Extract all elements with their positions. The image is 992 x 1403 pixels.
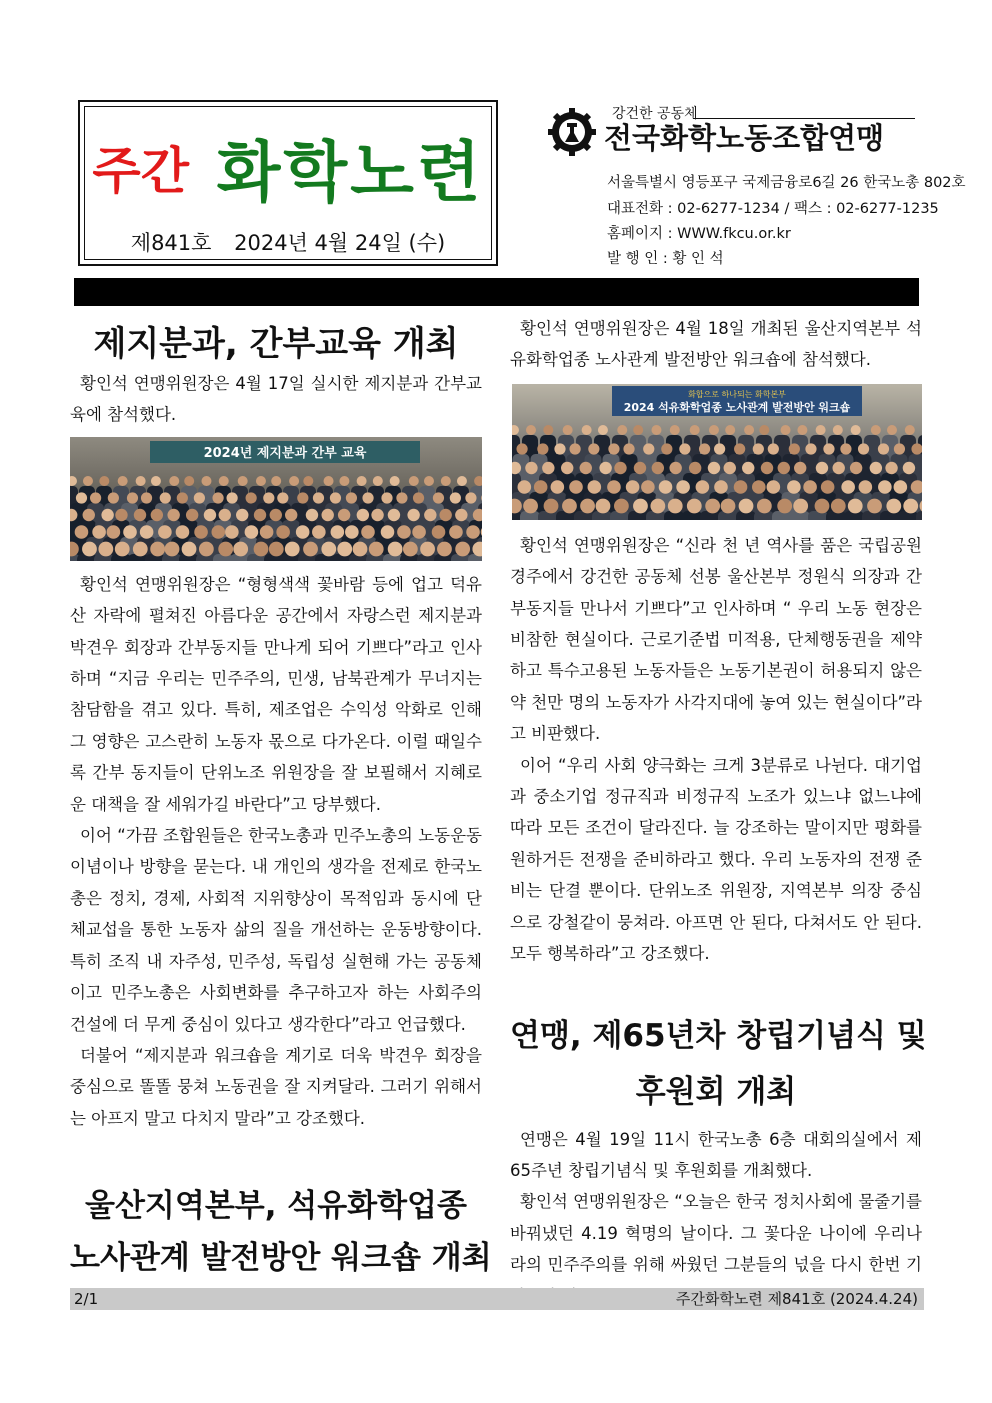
crowd-head xyxy=(633,498,648,513)
crowd-head xyxy=(437,541,452,556)
crowd-head xyxy=(885,462,897,474)
title-weekly: 주간 xyxy=(92,141,189,200)
crowd-head xyxy=(90,492,101,503)
crowd-figures xyxy=(512,425,922,520)
crowd-head xyxy=(714,480,728,494)
crowd-head xyxy=(518,480,532,494)
crowd-head xyxy=(554,443,565,454)
crowd-head xyxy=(219,509,231,521)
crowd-head xyxy=(894,480,908,494)
crowd-head xyxy=(194,525,208,539)
crowd-head xyxy=(186,509,198,521)
crowd-head xyxy=(127,492,138,503)
crowd-head xyxy=(270,509,282,521)
crowd-head xyxy=(75,525,89,539)
crowd-head xyxy=(455,541,470,556)
crowd-head xyxy=(614,498,629,513)
crowd-head xyxy=(851,425,861,435)
crowd-head xyxy=(133,541,148,556)
crowd-head xyxy=(324,476,334,486)
article1-lead: 황인석 연맹위원장은 4월 17일 실시한 제지분과 간부교육에 참석했다. xyxy=(70,374,482,425)
article2-banner-text: 2024 석유화학업종 노사관계 발전방안 워크숍 xyxy=(623,400,851,414)
crowd-head xyxy=(759,425,769,435)
crowd-head xyxy=(767,480,781,494)
crowd-head xyxy=(607,480,621,494)
crowd-head xyxy=(204,509,216,521)
crowd-head xyxy=(361,525,375,539)
crowd-head xyxy=(420,541,435,556)
crowd-head xyxy=(345,525,359,539)
right-column xyxy=(510,313,927,1312)
crowd-head xyxy=(542,462,554,474)
crowd-head xyxy=(661,443,672,454)
crowd-head xyxy=(371,509,383,521)
crowd-head xyxy=(858,443,869,454)
crowd-head xyxy=(176,525,190,539)
union-address: 서울특별시 영등포구 국제금융로6길 26 한국노총 802호 xyxy=(607,175,966,191)
newspaper-title xyxy=(85,119,491,214)
crowd-head xyxy=(115,509,127,521)
crowd-head xyxy=(254,509,266,521)
crowd-head xyxy=(816,462,828,474)
crowd-head xyxy=(407,509,419,521)
crowd-head xyxy=(659,480,673,494)
crowd-head xyxy=(465,492,476,503)
crowd-head xyxy=(569,443,580,454)
crowd-head xyxy=(670,425,680,435)
crowd-head xyxy=(413,492,424,503)
crowd-head xyxy=(734,480,748,494)
crowd-head xyxy=(623,443,634,454)
issue-date: 2024년 4월 24일 (수) xyxy=(234,231,446,255)
crowd-head xyxy=(432,525,446,539)
crowd-head xyxy=(761,462,773,474)
article3-headline-line-1: 연맹, 제65년차 창립기념식 및 xyxy=(510,1017,927,1054)
crowd-head xyxy=(260,525,274,539)
union-name: 전국화학노동조합연맹 xyxy=(604,121,885,155)
article1-headline: 제지분과, 간부교육 개최 xyxy=(93,324,459,364)
union-logo-icon xyxy=(548,108,596,156)
crowd-head xyxy=(424,509,436,521)
crowd-head xyxy=(457,476,467,486)
crowd-head xyxy=(219,476,229,486)
crowd-head xyxy=(757,498,772,513)
crowd-head xyxy=(823,443,834,454)
crowd-head xyxy=(276,525,290,539)
crowd-head xyxy=(781,425,791,435)
crowd-head xyxy=(233,541,248,556)
crowd-head xyxy=(269,541,284,556)
crowd-head xyxy=(151,509,163,521)
crowd-head xyxy=(563,425,573,435)
crowd-head xyxy=(331,525,345,539)
crowd-head xyxy=(403,541,418,556)
crowd-head xyxy=(362,492,373,503)
crowd-head xyxy=(256,476,266,486)
crowd-head xyxy=(739,498,754,513)
crowd-head xyxy=(794,462,806,474)
issue-line xyxy=(85,227,491,257)
crowd-head xyxy=(633,425,643,435)
crowd-head xyxy=(841,480,855,494)
crowd-head xyxy=(734,443,745,454)
article2-banner-small: 화합으로 하나되는 화학본부 xyxy=(688,389,786,399)
crowd-head xyxy=(390,476,400,486)
crowd-head xyxy=(182,541,197,556)
crowd-head xyxy=(165,541,180,556)
crowd-head xyxy=(433,492,444,503)
crowd-head xyxy=(151,476,161,486)
crowd-head xyxy=(167,509,179,521)
crowd-head xyxy=(76,492,87,503)
crowd-head xyxy=(669,462,681,474)
crowd-head xyxy=(160,492,171,503)
crowd-head xyxy=(850,462,862,474)
crowd-head xyxy=(357,509,369,521)
crowd-head xyxy=(424,476,434,486)
union-homepage: 홈페이지 : WWW.fkcu.or.kr xyxy=(607,226,791,242)
header-band xyxy=(74,278,919,306)
crowd-head xyxy=(396,492,407,503)
crowd-head xyxy=(369,541,384,556)
article1-paragraph-2: 이어 “가끔 조합원들은 한국노총과 민주노총의 노동운동 이념이나 방향을 묻는다. 내 개인의 생각을 전제로 한국노총은 정치, 경제, 사회적 지위향상이 목적임과 동시에 단체교섭을 통한 노동자 삶의 질을 개선하는 운동방향이다. 특히 조직 내 자주성, 민주성, 독립성 실현해 가는 공동체이고 민주노총은 사회변화를 추구하고자 하는 사회주의 건설에 더 무게 중심이 있다고 생각한다”라고 언급했다. xyxy=(70,826,482,1034)
crowd-head xyxy=(516,443,527,454)
crowd-head xyxy=(184,476,194,486)
crowd-head xyxy=(297,492,308,503)
crowd-head xyxy=(544,498,559,513)
crowd-head xyxy=(373,476,383,486)
crowd-head xyxy=(337,541,352,556)
crowd-head xyxy=(225,525,239,539)
crowd-head xyxy=(134,509,146,521)
crowd-head xyxy=(652,462,664,474)
article2-headline-line-2: 노사관계 발전방안 워크숍 개최 xyxy=(70,1240,492,1276)
crowd-head xyxy=(582,425,592,435)
crowd-head xyxy=(803,480,817,494)
crowd-head xyxy=(449,525,463,539)
crowd-head xyxy=(596,498,611,513)
crowd-head xyxy=(388,541,403,556)
crowd-head xyxy=(409,476,419,486)
page-footer xyxy=(70,1288,924,1310)
crowd-head xyxy=(561,462,573,474)
crowd-head xyxy=(534,480,548,494)
crowd-head xyxy=(643,443,654,454)
crowd-head xyxy=(859,480,873,494)
crowd-head xyxy=(805,443,816,454)
crowd-head xyxy=(236,509,248,521)
crowd-head xyxy=(687,498,702,513)
crowd-head xyxy=(833,462,845,474)
crowd-head xyxy=(101,509,113,521)
crowd-head xyxy=(617,425,627,435)
crowd-head xyxy=(108,492,119,503)
article2-headline-line-1: 울산지역본부, 석유화학업종 xyxy=(85,1188,467,1224)
crowd-head xyxy=(466,525,480,539)
crowd-head xyxy=(721,498,736,513)
crowd-head xyxy=(714,443,725,454)
crowd-head xyxy=(797,425,807,435)
crowd-head xyxy=(277,492,288,503)
crowd-head xyxy=(903,462,915,474)
crowd-head xyxy=(614,462,626,474)
crowd-head xyxy=(831,498,846,513)
crowd-head xyxy=(905,425,915,435)
crowd-head xyxy=(878,480,892,494)
crowd-head xyxy=(441,476,451,486)
title-name: 화학노련 xyxy=(216,134,484,211)
crowd-head xyxy=(840,443,851,454)
crowd-head xyxy=(709,425,719,435)
crowd-head xyxy=(99,476,109,486)
crowd-head xyxy=(588,443,599,454)
union-slogan: 강건한 공동체 xyxy=(612,106,698,122)
crowd-head xyxy=(793,498,808,513)
crowd-head xyxy=(580,462,592,474)
crowd-head xyxy=(537,443,548,454)
crowd-head xyxy=(285,541,300,556)
crowd-head xyxy=(651,425,661,435)
article2-headline xyxy=(70,1180,492,1284)
crowd-head xyxy=(752,480,766,494)
crowd-head xyxy=(136,476,146,486)
crowd-head xyxy=(98,541,113,556)
crowd-head xyxy=(306,509,318,521)
crowd-head xyxy=(339,476,349,486)
crowd-head xyxy=(303,541,318,556)
crowd-head xyxy=(199,541,214,556)
crowd-head xyxy=(848,498,863,513)
crowd-head xyxy=(676,480,690,494)
crowd-head xyxy=(381,525,395,539)
crowd-head xyxy=(285,509,297,521)
crowd-head xyxy=(768,443,779,454)
crowd-head xyxy=(123,525,137,539)
crowd-head xyxy=(238,476,248,486)
crowd-head xyxy=(455,509,467,521)
crowd-head xyxy=(887,425,897,435)
crowd-head xyxy=(211,525,225,539)
crowd-head xyxy=(871,425,881,435)
crowd-head xyxy=(641,480,655,494)
crowd-head xyxy=(312,525,326,539)
crowd-head xyxy=(543,425,553,435)
article1-banner-text: 2024년 제지분과 간부 교육 xyxy=(203,445,367,461)
crowd-head xyxy=(833,425,843,435)
crowd-head xyxy=(338,509,350,521)
crowd-head xyxy=(271,476,281,486)
crowd-head xyxy=(777,498,792,513)
crowd-head xyxy=(689,462,701,474)
article1-paragraph-3: 더불어 “제지분과 워크숍을 계기로 더욱 박견우 회장을 중심으로 똘똘 뭉쳐 노동권을 잘 지켜달라. 그러기 위해서는 아프지 말고 다치지 말라”고 강조했다. xyxy=(70,1045,482,1128)
crowd-head xyxy=(886,498,901,513)
crowd-head xyxy=(724,462,736,474)
crowd-head xyxy=(322,509,334,521)
article2-lead: 황인석 연맹위원장은 4월 18일 개최된 울산지역본부 석유화학업종 노사관계 발전방안 워크숍에 참석했다. xyxy=(510,319,922,370)
crowd-head xyxy=(150,541,165,556)
article2-paragraph-2: 이어 “우리 사회 양극화는 크게 3분류로 나뉜다. 대기업과 중소기업 정규직과 비정규직 노조가 있느냐 없느냐에 따라 모든 조건이 달라진다. 늘 강조하는 말이지만 평화를 원하거든 전쟁을 준비하라고 했다. 우리 노동자의 전쟁 준비는 단결 뿐이다. 단위노조 위원장, 지역본부 의장 중심으로 강철같이 뭉쳐라. 아프면 안 된다, 다쳐서도 안 된다. 모두 행복하라”고 강조했다. xyxy=(510,755,922,964)
crowd-head xyxy=(867,498,882,513)
footer-issue-info: 주간화학노련 제841호 (2024.4.24) xyxy=(675,1290,918,1308)
crowd-head xyxy=(569,480,583,494)
crowd-head xyxy=(177,492,188,503)
crowd-head xyxy=(588,480,602,494)
crowd-head xyxy=(526,425,536,435)
crowd-head xyxy=(551,480,565,494)
crowd-head xyxy=(650,498,665,513)
union-phone-fax: 대표전화 : 02-6277-1234 / 팩스 : 02-6277-1235 xyxy=(607,201,939,217)
crowd-head xyxy=(353,541,368,556)
footer-page-number: 2/1 xyxy=(74,1290,99,1308)
crowd-head xyxy=(815,498,830,513)
masthead-box xyxy=(78,100,498,266)
crowd-head xyxy=(107,525,121,539)
crowd-head xyxy=(599,462,611,474)
crowd-head xyxy=(744,425,754,435)
left-column xyxy=(70,368,482,1134)
article1-photo xyxy=(70,437,482,561)
crowd-head xyxy=(140,525,154,539)
crowd-head xyxy=(870,462,882,474)
crowd-head xyxy=(787,480,801,494)
crowd-head xyxy=(346,492,357,503)
crowd-head xyxy=(246,492,257,503)
crowd-head xyxy=(580,498,595,513)
crowd-head xyxy=(92,525,106,539)
crowd-head xyxy=(690,425,700,435)
crowd-head xyxy=(789,443,800,454)
crowd-head xyxy=(525,462,537,474)
crowd-head xyxy=(357,476,367,486)
article1-paragraph-1: 황인석 연맹위원장은 “형형색색 꽃바람 등에 업고 덕유산 자락에 펼쳐진 아름다운 공간에서 자랑스런 제지분과 박견우 회장과 간부동지들 만나게 되어 기쁘다”라고 인사하며 “지금 우리는 민주주의, 민생, 남북관계가 무너지는 참담함을 겪고 있다. 특히, 제조업은 수익성 악화로 인해 그 영향은 고스란히 노동자 몫으로 다가온다. 이럴 때일수록 간부 동지들이 단위노조 위원장을 잘 보필해서 지혜로운 대책을 잘 세워가길 바란다”고 당부했다. xyxy=(70,574,482,814)
crowd-head xyxy=(821,480,835,494)
crowd-head xyxy=(725,425,735,435)
crowd-head xyxy=(742,462,754,474)
crowd-head xyxy=(439,509,451,521)
crowd-head xyxy=(313,492,324,503)
crowd-head xyxy=(634,462,646,474)
crowd-head xyxy=(450,492,461,503)
issue-number: 제841호 xyxy=(130,231,212,255)
crowd-head xyxy=(289,476,299,486)
crowd-head xyxy=(296,525,310,539)
crowd-head xyxy=(303,476,313,486)
masthead-inner-frame xyxy=(84,106,492,260)
crowd-head xyxy=(83,476,93,486)
crowd-head xyxy=(894,443,905,454)
article3-paragraph-2: 황인석 연맹위원장은 “오늘은 한국 정치사회에 물줄기를 바꿔냈던 4.19 혁명의 날이다. 그 꽃다운 나이에 우리나라의 민주주의를 위해 싸웠던 그분들의 넋을 다시 한번 기 xyxy=(510,1192,922,1275)
crowd-head xyxy=(816,425,826,435)
crowd-head xyxy=(201,476,211,486)
crowd-figures xyxy=(70,476,482,561)
crowd-head xyxy=(321,541,336,556)
crowd-head xyxy=(699,443,710,454)
crowd-head xyxy=(562,498,577,513)
crowd-head xyxy=(696,480,710,494)
crowd-head xyxy=(608,443,619,454)
publisher-line: 발 행 인 : 황 인 석 xyxy=(607,251,724,267)
crowd-head xyxy=(778,462,790,474)
crowd-head xyxy=(626,480,640,494)
crowd-head xyxy=(523,498,538,513)
crowd-head xyxy=(118,476,128,486)
crowd-head xyxy=(254,541,269,556)
crowd-head xyxy=(412,525,426,539)
crowd-head xyxy=(83,509,95,521)
crowd-head xyxy=(388,509,400,521)
article2-photo xyxy=(512,384,922,520)
crowd-head xyxy=(141,492,152,503)
article3-paragraph-1: 연맹은 4월 19일 11시 한국노총 6층 대회의실에서 제65주년 창립기념식 및 후원회를 개최했다. xyxy=(510,1129,922,1180)
crowd-head xyxy=(169,476,179,486)
crowd-head xyxy=(679,443,690,454)
crowd-head xyxy=(263,492,274,503)
crowd-head xyxy=(598,425,608,435)
crowd-head xyxy=(878,443,889,454)
crowd-head xyxy=(158,525,172,539)
crowd-head xyxy=(330,492,341,503)
crowd-head xyxy=(218,541,233,556)
crowd-head xyxy=(115,541,130,556)
crowd-head xyxy=(397,525,411,539)
article2-paragraph-1: 황인석 연맹위원장은 “신라 천 년 역사를 품은 국립공원 경주에서 강건한 공동체 선봉 울산본부 정원식 의장과 간부동지들 만나서 기쁘다”고 인사하며 “ 우리 노동 현장은 비참한 현실이다. 근로기준법 미적용, 단체행동권을 제약하고 특수고용된 노동자들은 노동기본권이 허용되지 않은 약 천만 명의 노동자가 사각지대에 놓여 있는 현실이다”라고 비판했다. xyxy=(510,535,922,744)
crowd-head xyxy=(668,498,683,513)
crowd-head xyxy=(82,541,97,556)
crowd-head xyxy=(705,498,720,513)
article3-headline xyxy=(510,1008,927,1120)
article3-headline-line-2: 후원회 개최 xyxy=(635,1073,797,1110)
crowd-head xyxy=(212,492,223,503)
crowd-head xyxy=(381,492,392,503)
crowd-head xyxy=(753,443,764,454)
crowd-head xyxy=(245,525,259,539)
crowd-head xyxy=(708,462,720,474)
crowd-head xyxy=(194,492,205,503)
crowd-head xyxy=(903,498,918,513)
crowd-head xyxy=(227,492,238,503)
